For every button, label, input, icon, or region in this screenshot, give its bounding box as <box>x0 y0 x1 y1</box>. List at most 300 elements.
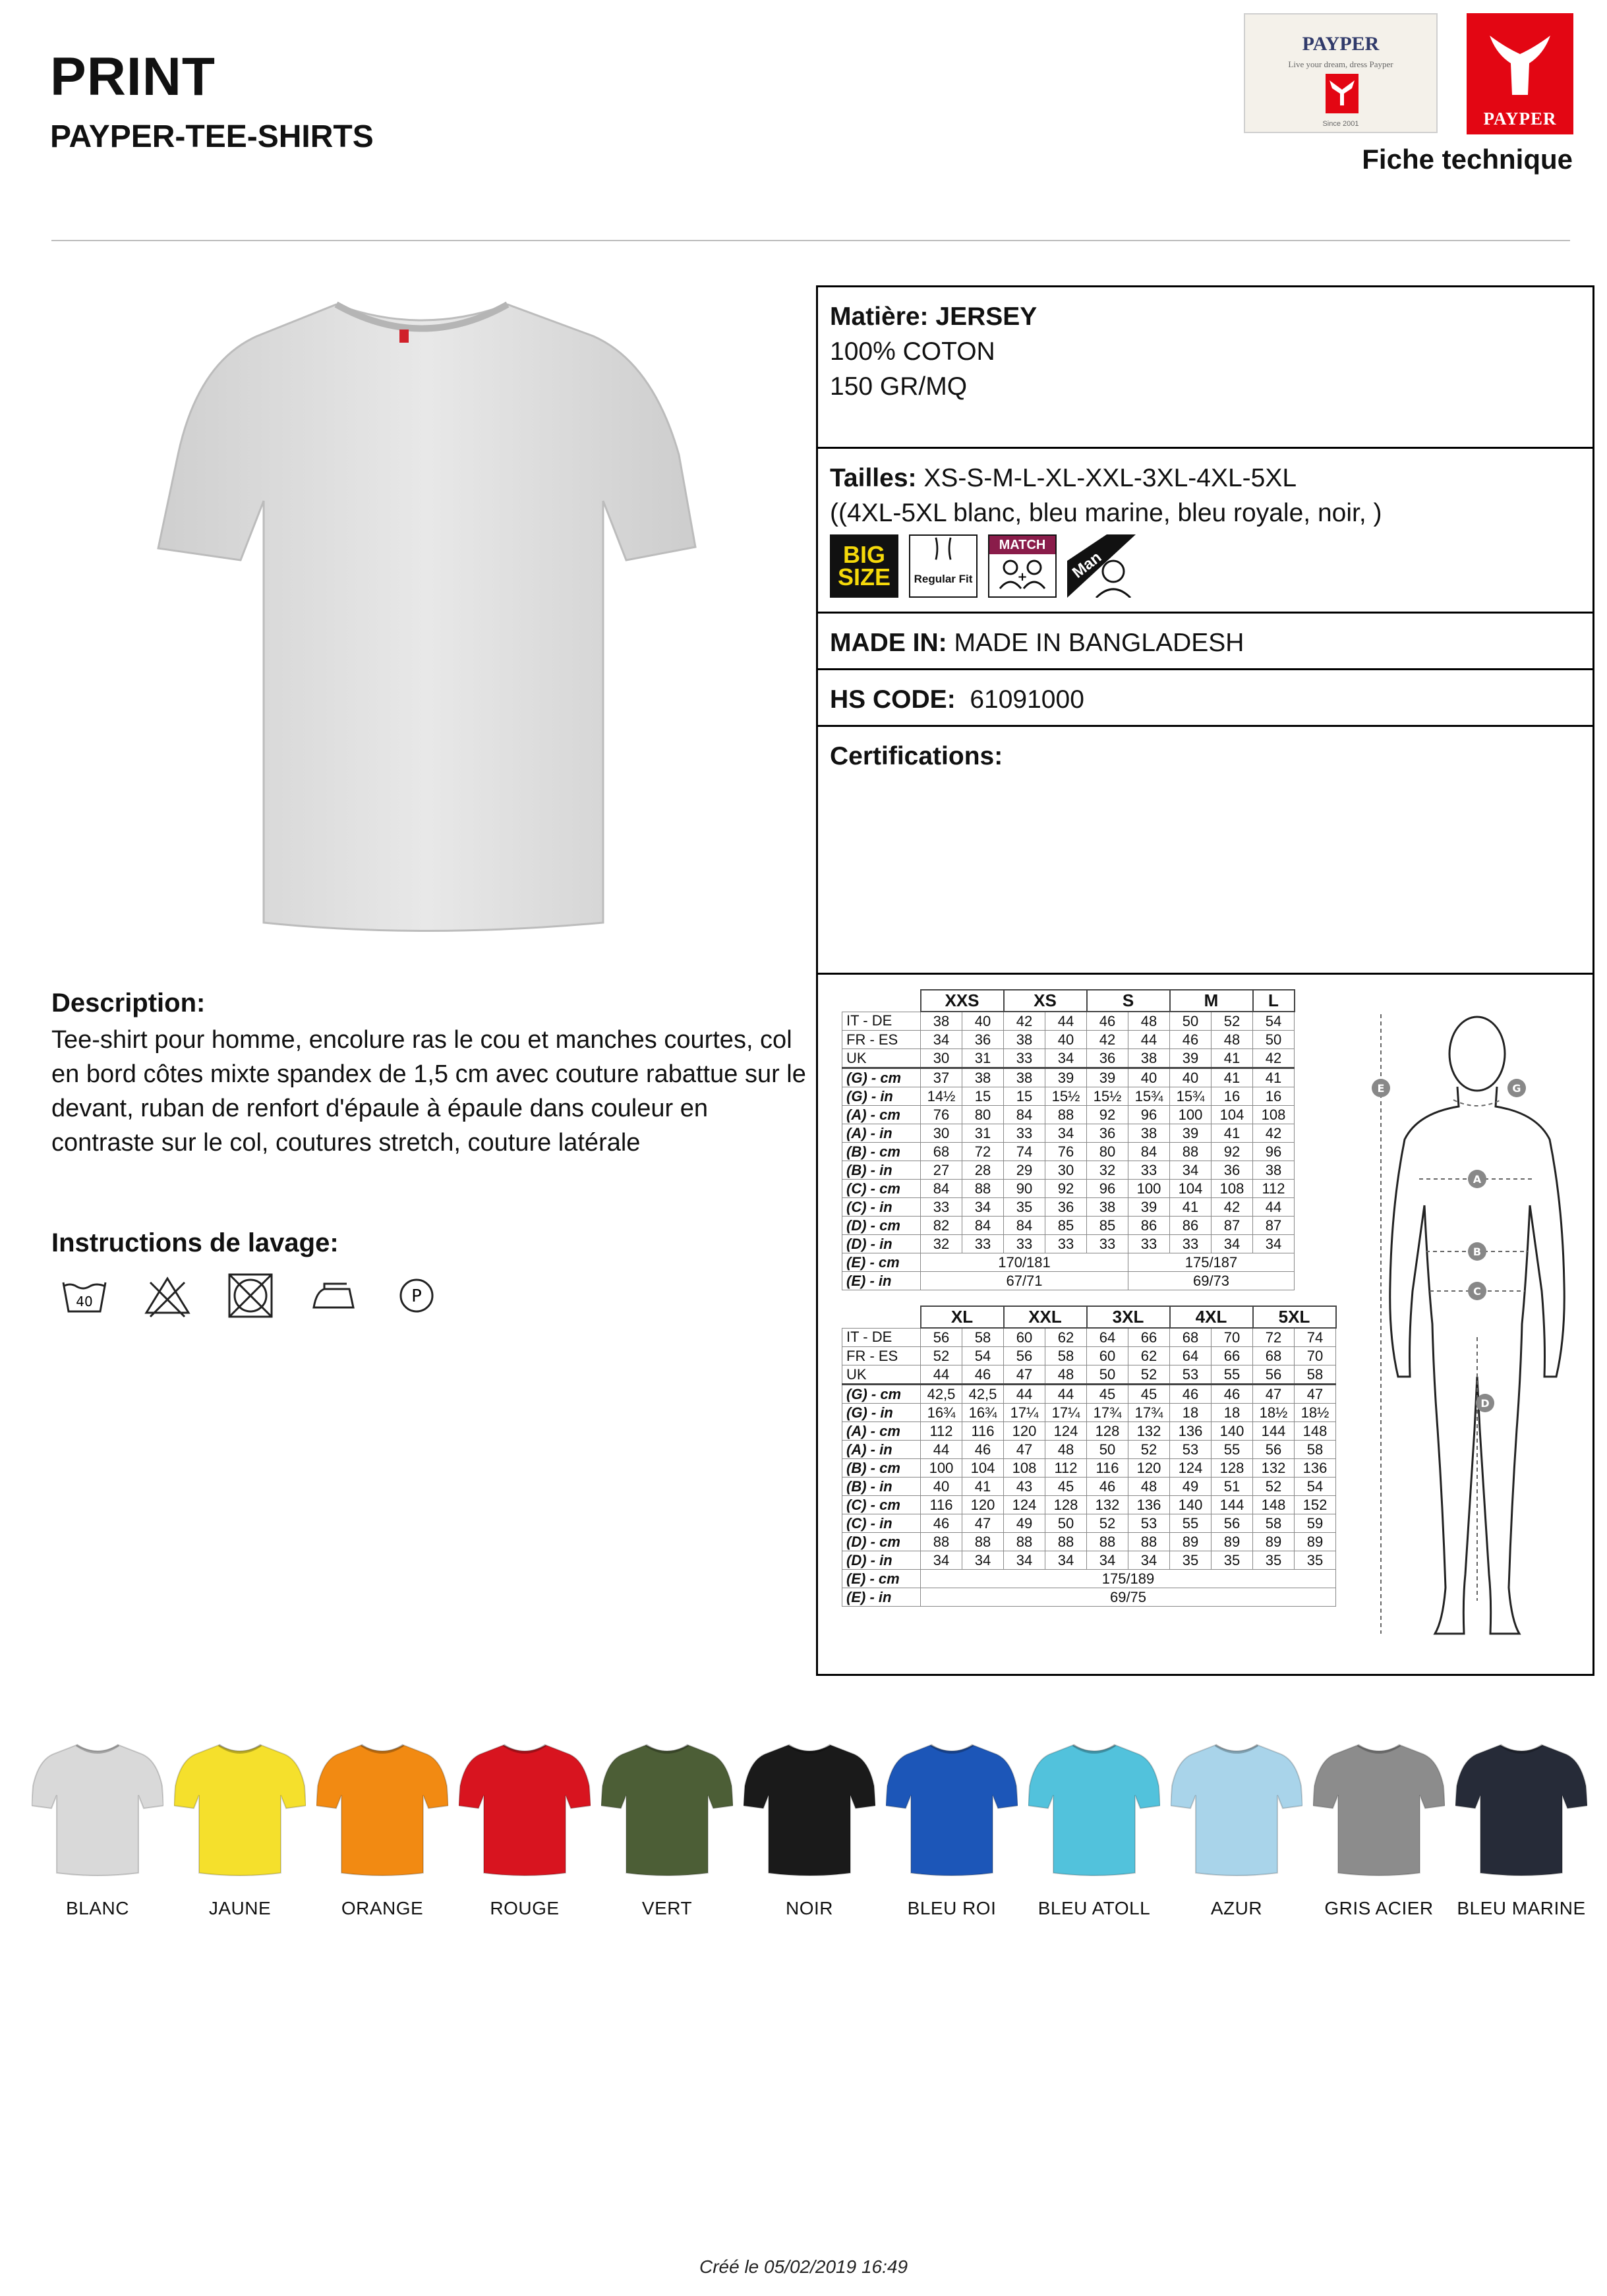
size-cell: 45 <box>1045 1478 1087 1496</box>
man-badge <box>1067 534 1136 598</box>
size-cell: 46 <box>1212 1385 1253 1404</box>
size-cell: 54 <box>962 1347 1004 1365</box>
size-cell: 47 <box>1004 1365 1045 1385</box>
size-cell: 48 <box>1128 1012 1170 1031</box>
regular-fit-text: Regular Fit <box>914 573 973 585</box>
payper-emblem-icon <box>1487 25 1553 98</box>
size-cell: 53 <box>1128 1514 1170 1533</box>
marker-c: C <box>1473 1285 1481 1298</box>
size-cell: 17¾ <box>1087 1404 1128 1422</box>
color-name: ORANGE <box>341 1898 424 1918</box>
size-row-label: (D) - cm <box>842 1217 921 1235</box>
size-cell: 84 <box>1128 1143 1170 1161</box>
size-cell: 50 <box>1253 1031 1295 1049</box>
size-row-label: IT - DE <box>842 1328 921 1347</box>
size-cell: 104 <box>1212 1106 1253 1124</box>
size-cell: 30 <box>921 1049 962 1068</box>
creation-date: Créé le 05/02/2019 16:49 <box>699 2256 908 2277</box>
size-row <box>842 1049 1295 1068</box>
size-cell: 88 <box>1170 1143 1212 1161</box>
size-cell: 64 <box>1170 1347 1212 1365</box>
size-cell: 15½ <box>1087 1087 1128 1106</box>
size-cell: 36 <box>1212 1161 1253 1180</box>
size-cell: 104 <box>962 1459 1004 1478</box>
size-cell: 32 <box>1087 1161 1128 1180</box>
size-row <box>842 1235 1295 1253</box>
color-name: AZUR <box>1210 1898 1263 1918</box>
size-row <box>842 1514 1336 1533</box>
size-row-label: (E) - in <box>842 1588 921 1607</box>
size-cell: 128 <box>1087 1422 1128 1441</box>
size-cell: 108 <box>1212 1180 1253 1198</box>
size-cell: 80 <box>1087 1143 1128 1161</box>
size-row-label: UK <box>842 1049 921 1068</box>
made-in-row <box>818 614 1592 670</box>
size-cell: 92 <box>1045 1180 1087 1198</box>
header-divider <box>51 240 1570 241</box>
hs-code-label: HS CODE: <box>830 685 956 714</box>
size-cell: 16¾ <box>962 1404 1004 1422</box>
hs-code-value: 61091000 <box>970 685 1084 714</box>
size-cell: 49 <box>1170 1478 1212 1496</box>
size-cell: 85 <box>1087 1217 1128 1235</box>
size-cell: 76 <box>1045 1143 1087 1161</box>
size-cell: 112 <box>921 1422 962 1441</box>
size-cell: 36 <box>1087 1049 1128 1068</box>
size-row <box>842 1422 1336 1441</box>
size-header: 3XL <box>1087 1306 1170 1328</box>
size-cell: 56 <box>1004 1347 1045 1365</box>
color-name: BLEU MARINE <box>1457 1898 1586 1918</box>
size-row-label: (E) - in <box>842 1272 921 1290</box>
size-cell: 128 <box>1212 1459 1253 1478</box>
dry-clean-p-icon <box>392 1271 442 1321</box>
size-cell: 50 <box>1045 1514 1087 1533</box>
size-cell: 34 <box>1253 1235 1295 1253</box>
size-cell: 44 <box>1004 1385 1045 1404</box>
size-cell: 35 <box>1004 1198 1045 1217</box>
size-row-label: (G) - in <box>842 1087 921 1106</box>
size-cell: 44 <box>921 1365 962 1385</box>
size-cell: 84 <box>1004 1106 1045 1124</box>
size-cell: 112 <box>1253 1180 1295 1198</box>
description-text: Tee-shirt pour homme, encolure ras le cou et manches courtes, col en bord côtes mixte spandex de 1,5 cm avec couture rabattue sur le devant, ruban de renfort d'épaule à épaule dans couleur en contraste sur le col, coutures stretch, couture latérale <box>51 1026 806 1157</box>
size-cell: 47 <box>1253 1385 1295 1404</box>
size-cell: 39 <box>1087 1068 1128 1087</box>
size-cell: 18 <box>1170 1404 1212 1422</box>
size-cell: 41 <box>1212 1049 1253 1068</box>
height-range-cell: 175/189 <box>921 1570 1336 1588</box>
size-header: XXS <box>921 990 1004 1012</box>
size-cell: 34 <box>921 1031 962 1049</box>
size-cell: 70 <box>1212 1328 1253 1347</box>
color-name: BLEU ROI <box>907 1898 997 1918</box>
size-cell: 74 <box>1295 1328 1336 1347</box>
size-row-label: (D) - cm <box>842 1533 921 1551</box>
height-range-cell: 69/75 <box>921 1588 1336 1607</box>
size-cell: 42 <box>1253 1049 1295 1068</box>
tshirt-color-icon <box>744 1740 875 1878</box>
size-cell: 16 <box>1253 1087 1295 1106</box>
tshirt-color-icon <box>1455 1740 1587 1878</box>
color-swatch <box>1171 1740 1302 1919</box>
size-cell: 116 <box>921 1496 962 1514</box>
size-cell: 38 <box>1253 1161 1295 1180</box>
size-row-label: (B) - cm <box>842 1459 921 1478</box>
size-header: XS <box>1004 990 1087 1012</box>
size-cell: 28 <box>962 1161 1004 1180</box>
size-cell: 54 <box>1295 1478 1336 1496</box>
size-cell: 44 <box>921 1441 962 1459</box>
size-table-top <box>842 989 1295 1290</box>
color-swatch <box>886 1740 1018 1919</box>
size-header: XL <box>921 1306 1004 1328</box>
no-tumble-dry-icon <box>225 1271 276 1321</box>
size-cell: 48 <box>1045 1441 1087 1459</box>
size-cell: 50 <box>1170 1012 1212 1031</box>
size-cell: 84 <box>921 1180 962 1198</box>
size-row <box>842 1106 1295 1124</box>
color-swatch <box>459 1740 591 1919</box>
size-cell: 76 <box>921 1106 962 1124</box>
size-cell: 35 <box>1170 1551 1212 1570</box>
size-cell: 60 <box>1004 1328 1045 1347</box>
size-header: M <box>1170 990 1253 1012</box>
sizes-value: XS-S-M-L-XL-XXL-3XL-4XL-5XL <box>923 464 1297 492</box>
couple-icon <box>995 554 1050 592</box>
size-cell: 34 <box>962 1551 1004 1570</box>
color-swatch <box>1455 1740 1587 1919</box>
size-cell: 52 <box>1128 1365 1170 1385</box>
size-cell: 34 <box>1045 1124 1087 1143</box>
color-name: GRIS ACIER <box>1324 1898 1434 1918</box>
tshirt-color-icon <box>1028 1740 1160 1878</box>
size-cell: 18 <box>1212 1404 1253 1422</box>
size-cell: 116 <box>962 1422 1004 1441</box>
size-cell: 96 <box>1253 1143 1295 1161</box>
size-cell: 124 <box>1045 1422 1087 1441</box>
size-cell: 87 <box>1253 1217 1295 1235</box>
size-cell: 100 <box>1128 1180 1170 1198</box>
size-row-label: (C) - in <box>842 1198 921 1217</box>
size-row <box>842 1161 1295 1180</box>
size-cell: 30 <box>1045 1161 1087 1180</box>
big-size-text-2: SIZE <box>837 563 891 590</box>
size-cell: 58 <box>1253 1514 1295 1533</box>
size-header: S <box>1087 990 1170 1012</box>
size-cell: 86 <box>1128 1217 1170 1235</box>
size-cell: 92 <box>1212 1143 1253 1161</box>
size-cell: 42 <box>1253 1124 1295 1143</box>
size-cell: 41 <box>1253 1068 1295 1087</box>
size-cell: 64 <box>1087 1328 1128 1347</box>
size-header: 5XL <box>1253 1306 1336 1328</box>
color-swatch <box>316 1740 448 1919</box>
size-cell: 33 <box>962 1235 1004 1253</box>
size-cell: 120 <box>962 1496 1004 1514</box>
size-cell: 17¼ <box>1004 1404 1045 1422</box>
color-swatch <box>744 1740 875 1919</box>
size-row <box>842 1478 1336 1496</box>
size-cell: 38 <box>921 1012 962 1031</box>
size-cell: 39 <box>1170 1124 1212 1143</box>
size-cell: 144 <box>1212 1496 1253 1514</box>
size-cell: 55 <box>1212 1441 1253 1459</box>
size-cell: 46 <box>1170 1385 1212 1404</box>
size-row-label: (A) - in <box>842 1124 921 1143</box>
marker-d: D <box>1480 1397 1490 1410</box>
size-cell: 49 <box>1004 1514 1045 1533</box>
size-cell: 84 <box>962 1217 1004 1235</box>
size-cell: 58 <box>962 1328 1004 1347</box>
size-cell: 33 <box>1004 1235 1045 1253</box>
size-cell: 33 <box>1128 1161 1170 1180</box>
size-cell: 39 <box>1128 1198 1170 1217</box>
color-name: VERT <box>641 1898 693 1918</box>
size-cell: 45 <box>1087 1385 1128 1404</box>
size-cell: 92 <box>1087 1106 1128 1124</box>
size-cell: 15½ <box>1045 1087 1087 1106</box>
size-cell: 41 <box>1212 1124 1253 1143</box>
height-range-cell: 67/71 <box>921 1272 1128 1290</box>
size-cell: 85 <box>1045 1217 1087 1235</box>
size-cell: 54 <box>1253 1012 1295 1031</box>
color-name: BLEU ATOLL <box>1037 1898 1151 1918</box>
size-cell: 42 <box>1212 1198 1253 1217</box>
size-row <box>842 1087 1295 1106</box>
wash-40-icon <box>59 1271 109 1321</box>
size-row-label: (B) - in <box>842 1161 921 1180</box>
size-row-label: (G) - in <box>842 1404 921 1422</box>
size-cell: 52 <box>1128 1441 1170 1459</box>
size-cell: 43 <box>1004 1478 1045 1496</box>
size-cell: 90 <box>1004 1180 1045 1198</box>
made-in-value: MADE IN BANGLADESH <box>954 629 1244 657</box>
size-cell: 96 <box>1087 1180 1128 1198</box>
size-cell: 88 <box>1045 1106 1087 1124</box>
size-cell: 34 <box>921 1551 962 1570</box>
size-cell: 152 <box>1295 1496 1336 1514</box>
size-row-label: FR - ES <box>842 1031 921 1049</box>
logo-brand: PAYPER <box>1302 33 1380 55</box>
size-cell: 18½ <box>1253 1404 1295 1422</box>
size-cell: 34 <box>1212 1235 1253 1253</box>
size-cell: 30 <box>921 1124 962 1143</box>
size-cell: 100 <box>921 1459 962 1478</box>
size-row-label: (B) - in <box>842 1478 921 1496</box>
height-range-cell: 170/181 <box>921 1253 1128 1272</box>
size-cell: 35 <box>1253 1551 1295 1570</box>
material-label: Matière: <box>830 302 929 331</box>
size-cell: 124 <box>1170 1459 1212 1478</box>
size-cell: 89 <box>1170 1533 1212 1551</box>
size-cell: 72 <box>1253 1328 1295 1347</box>
size-cell: 136 <box>1128 1496 1170 1514</box>
sizes-label: Tailles: <box>830 464 917 492</box>
size-row <box>842 1031 1295 1049</box>
size-cell: 37 <box>921 1068 962 1087</box>
iron-icon <box>308 1271 359 1321</box>
regular-fit-icon <box>923 536 963 561</box>
size-cell: 52 <box>1253 1478 1295 1496</box>
big-size-text-1: BIG <box>842 541 885 568</box>
size-row-label: (G) - cm <box>842 1068 921 1087</box>
size-row-label: (C) - cm <box>842 1496 921 1514</box>
size-row-e <box>842 1588 1336 1607</box>
dry-clean-letter: P <box>411 1286 422 1306</box>
size-cell: 56 <box>1212 1514 1253 1533</box>
size-cell: 15 <box>1004 1087 1045 1106</box>
size-cell: 58 <box>1295 1441 1336 1459</box>
size-cell: 31 <box>962 1124 1004 1143</box>
size-cell: 100 <box>1170 1106 1212 1124</box>
size-cell: 88 <box>1004 1533 1045 1551</box>
size-row-e <box>842 1272 1295 1290</box>
size-cell: 15¾ <box>1170 1087 1212 1106</box>
size-cell: 39 <box>1045 1068 1087 1087</box>
size-cell: 35 <box>1295 1551 1336 1570</box>
description-heading: Description: <box>51 989 206 1018</box>
size-cell: 74 <box>1004 1143 1045 1161</box>
size-cell: 96 <box>1128 1106 1170 1124</box>
size-row <box>842 1551 1336 1570</box>
size-row <box>842 1385 1336 1404</box>
washing-heading: Instructions de lavage: <box>51 1228 339 1257</box>
size-cell: 16 <box>1212 1087 1253 1106</box>
size-row <box>842 1328 1336 1347</box>
size-cell: 68 <box>1253 1347 1295 1365</box>
tshirt-color-icon <box>459 1740 591 1878</box>
size-cell: 52 <box>1087 1514 1128 1533</box>
washing-icons <box>59 1271 442 1321</box>
size-cell: 88 <box>1087 1533 1128 1551</box>
size-cell: 87 <box>1212 1217 1253 1235</box>
match-badge <box>988 534 1057 598</box>
certifications-row <box>818 727 1592 975</box>
size-row-label: (D) - in <box>842 1235 921 1253</box>
size-cell: 46 <box>1087 1012 1128 1031</box>
size-cell: 68 <box>1170 1328 1212 1347</box>
sizes-note: ((4XL-5XL blanc, bleu marine, bleu royale, noir, ) <box>830 499 1382 527</box>
color-name: ROUGE <box>490 1898 560 1918</box>
size-cell: 148 <box>1295 1422 1336 1441</box>
size-row-label: IT - DE <box>842 1012 921 1031</box>
size-row <box>842 1459 1336 1478</box>
size-row <box>842 1217 1295 1235</box>
size-row-label: FR - ES <box>842 1347 921 1365</box>
size-cell: 88 <box>1045 1533 1087 1551</box>
size-cell: 53 <box>1170 1365 1212 1385</box>
body-measurement-diagram <box>1372 1008 1583 1653</box>
size-row <box>842 1496 1336 1514</box>
size-row-label: (E) - cm <box>842 1570 921 1588</box>
color-swatch <box>174 1740 306 1919</box>
tshirt-color-icon <box>1171 1740 1302 1878</box>
size-row-label: (E) - cm <box>842 1253 921 1272</box>
height-range-cell: 69/73 <box>1128 1272 1295 1290</box>
made-in-label: MADE IN: <box>830 629 947 657</box>
size-cell: 34 <box>1170 1161 1212 1180</box>
size-cell: 38 <box>962 1068 1004 1087</box>
size-cell: 33 <box>1045 1235 1087 1253</box>
size-cell: 52 <box>1212 1012 1253 1031</box>
size-row-label: UK <box>842 1365 921 1385</box>
size-cell: 44 <box>1253 1198 1295 1217</box>
size-header: L <box>1253 990 1295 1012</box>
size-cell: 46 <box>962 1365 1004 1385</box>
wash-temp: 40 <box>76 1294 93 1309</box>
size-cell: 51 <box>1212 1478 1253 1496</box>
size-cell: 82 <box>921 1217 962 1235</box>
sizes-row <box>818 449 1592 614</box>
size-cell: 41 <box>1170 1198 1212 1217</box>
size-cell: 40 <box>1170 1068 1212 1087</box>
size-cell: 84 <box>1004 1217 1045 1235</box>
size-cell: 89 <box>1295 1533 1336 1551</box>
marker-g: G <box>1512 1082 1521 1095</box>
size-cell: 40 <box>1045 1031 1087 1049</box>
size-cell: 34 <box>1128 1551 1170 1570</box>
match-text: MATCH <box>989 536 1055 554</box>
size-cell: 62 <box>1045 1328 1087 1347</box>
size-cell: 48 <box>1128 1478 1170 1496</box>
size-cell: 33 <box>1004 1124 1045 1143</box>
size-row <box>842 1347 1336 1365</box>
size-cell: 17¾ <box>1128 1404 1170 1422</box>
svg-text:+: + <box>1017 570 1028 584</box>
size-cell: 58 <box>1045 1347 1087 1365</box>
size-cell: 34 <box>1045 1551 1087 1570</box>
size-cell: 33 <box>1128 1235 1170 1253</box>
size-cell: 70 <box>1295 1347 1336 1365</box>
size-cell: 31 <box>962 1049 1004 1068</box>
logo-red-label: PAYPER <box>1483 109 1557 129</box>
size-cell: 53 <box>1170 1441 1212 1459</box>
size-cell: 46 <box>1087 1478 1128 1496</box>
size-cell: 55 <box>1212 1365 1253 1385</box>
size-cell: 15¾ <box>1128 1087 1170 1106</box>
size-row <box>842 1180 1295 1198</box>
tshirt-color-icon <box>1313 1740 1445 1878</box>
size-cell: 36 <box>1045 1198 1087 1217</box>
marker-b: B <box>1473 1246 1482 1258</box>
size-cell: 56 <box>1253 1441 1295 1459</box>
size-cell: 42 <box>1004 1012 1045 1031</box>
size-cell: 16¾ <box>921 1404 962 1422</box>
size-cell: 14½ <box>921 1087 962 1106</box>
size-cell: 56 <box>1253 1365 1295 1385</box>
size-header: 4XL <box>1170 1306 1253 1328</box>
size-row-e <box>842 1570 1336 1588</box>
material-weight: 150 GR/MQ <box>830 372 968 401</box>
size-cell: 47 <box>962 1514 1004 1533</box>
size-cell: 132 <box>1087 1496 1128 1514</box>
size-cell: 46 <box>1170 1031 1212 1049</box>
size-row <box>842 1365 1336 1385</box>
size-cell: 45 <box>1128 1385 1170 1404</box>
spec-table <box>816 285 1594 1676</box>
size-cell: 108 <box>1004 1459 1045 1478</box>
color-name: JAUNE <box>208 1898 272 1918</box>
size-cell: 35 <box>1212 1551 1253 1570</box>
size-cell: 80 <box>962 1106 1004 1124</box>
size-table-bottom <box>842 1306 1337 1607</box>
size-row-label: (D) - in <box>842 1551 921 1570</box>
regular-fit-badge <box>909 534 978 598</box>
payper-logo-card <box>1244 13 1438 133</box>
marker-e: E <box>1377 1082 1385 1095</box>
size-cell: 36 <box>1087 1124 1128 1143</box>
